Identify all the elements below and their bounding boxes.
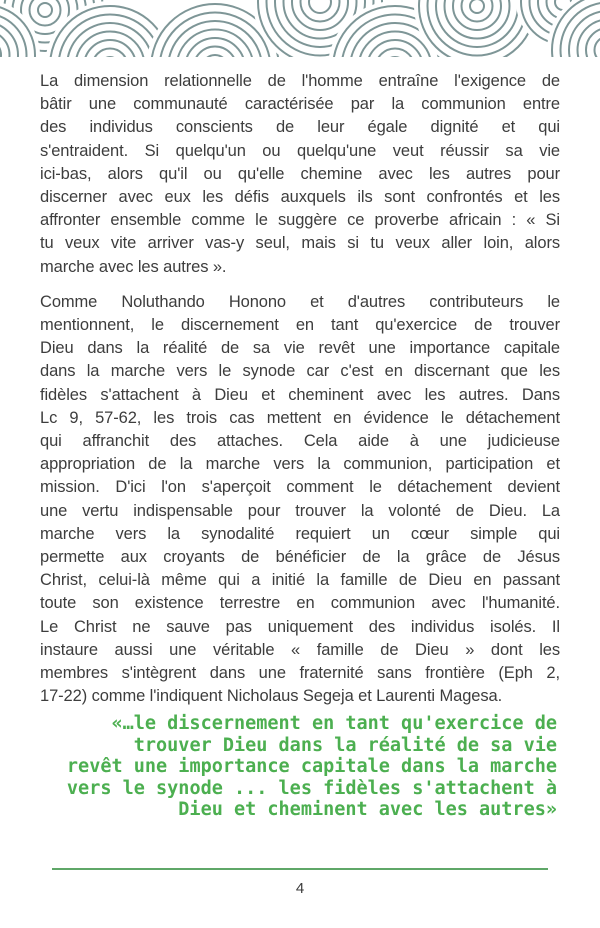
body-text-line: discerner avec eux les défis auxquels ils sont confrontés et les xyxy=(40,188,560,207)
body-text-line: appropriation de la marche vers la communion, participation et xyxy=(40,455,560,474)
body-text-line: mission. D'ici l'on s'aperçoit comment le détachement devient xyxy=(40,478,560,497)
quote-line: Dieu et cheminent avec les autres» xyxy=(178,799,557,821)
body-text-line: toute son existence terrestre en communion avec l'humanité. xyxy=(40,594,560,613)
body-text-line: mentionnent, le discernement en tant qu'exercice de trouver xyxy=(40,316,560,335)
page-footer xyxy=(0,868,600,897)
body-text-line: Comme Noluthando Honono et d'autres contributeurs le xyxy=(40,292,560,311)
quote-line: revêt une importance capitale dans la marche xyxy=(66,756,557,778)
body-text-line: dans la marche vers le synode car c'est en discernant que les xyxy=(40,362,560,381)
body-text-line: affronter ensemble comme le suggère ce proverbe africain : « Si xyxy=(40,211,560,230)
body-text-line: une vertu indispensable pour trouver la volonté de Dieu. La xyxy=(40,501,560,520)
page-body xyxy=(40,70,560,708)
body-text-line: La dimension relationnelle de l'homme entraîne l'exigence de xyxy=(40,72,560,90)
concentric-circles-pattern-icon xyxy=(0,0,600,57)
body-text-line: instaure aussi une véritable « famille de Dieu » dont les xyxy=(40,640,560,659)
body-text-line: bâtir une communauté caractérisée par la communion entre xyxy=(40,95,560,114)
pull-quote xyxy=(60,713,557,821)
body-paragraph-2 xyxy=(40,291,560,709)
body-text-line: permette aux croyants de bénéficier de la grâce de Jésus xyxy=(40,548,560,567)
body-paragraph-1 xyxy=(40,70,560,279)
quote-line: «…le discernement en tant qu'exercice de xyxy=(111,713,557,735)
body-text-line: fidèles s'attachent à Dieu et cheminent avec les autres. Dans xyxy=(40,385,560,404)
body-text-line: 17-22) comme l'indiquent Nicholaus Segeja et Laurenti Magesa. xyxy=(40,687,503,706)
body-text-line: tu veux vite arriver vas-y seul, mais si tu veux aller loin, alors xyxy=(40,234,560,253)
body-text-line: ici-bas, alors qu'il ou qu'elle chemine avec les autres pour xyxy=(40,164,560,183)
page-number: 4 xyxy=(295,879,305,897)
body-text-line: marche vers la synodalité requiert un cœur simple qui xyxy=(40,524,560,543)
quote-line: vers le synode ... les fidèles s'attachent à xyxy=(66,777,557,799)
body-text-line: membres s'intègrent dans une fraternité sans frontière (Eph 2, xyxy=(40,664,560,683)
body-text-line: s'entraident. Si quelqu'un ou quelqu'une veut réussir sa vie xyxy=(40,141,560,160)
body-text-line: marche avec les autres ». xyxy=(40,257,227,276)
body-text-line: Christ, celui-là même qui a initié la famille de Dieu en passant xyxy=(40,571,560,590)
body-text-line: Lc 9, 57-62, les trois cas mettent en évidence le détachement xyxy=(40,408,560,427)
body-text-line: Le Christ ne sauve pas uniquement des individus isolés. Il xyxy=(40,617,560,636)
body-text-line: Dieu dans la réalité de sa vie revêt une importance capitale xyxy=(40,339,560,358)
quote-line: trouver Dieu dans la réalité de sa vie xyxy=(133,734,557,756)
body-text-line: qui affranchit des attaches. Cela aide à une judicieuse xyxy=(40,432,560,451)
body-text-line: des individus conscients de leur égale dignité et qui xyxy=(40,118,560,137)
footer-rule xyxy=(52,868,548,870)
